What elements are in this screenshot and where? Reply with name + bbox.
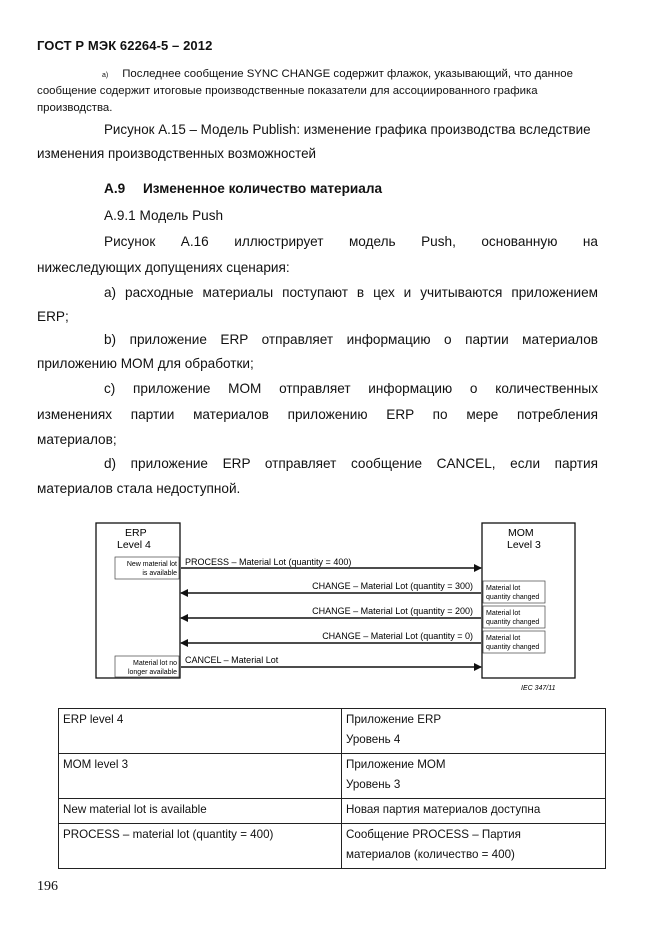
table-cell-ru-line2: материалов (количество = 400) bbox=[346, 848, 515, 861]
table-cell-ru bbox=[342, 824, 606, 869]
subsection-heading: A.9.1 Модель Push bbox=[104, 208, 224, 223]
erp-title-line1: ERP bbox=[125, 527, 147, 539]
msg-change-1-label: CHANGE – Material Lot (quantity = 300) bbox=[312, 581, 473, 591]
list-item-b-line1: b) приложение ERP отправляет информацию о партии материалов bbox=[104, 332, 598, 347]
mom-note-3-line2: quantity changed bbox=[486, 644, 540, 651]
section-heading bbox=[104, 181, 382, 196]
table-cell-ru-line1: Приложение МОМ bbox=[346, 758, 446, 771]
msg-change-2-label: CHANGE – Material Lot (quantity = 200) bbox=[312, 606, 473, 616]
mom-title-line2: Level 3 bbox=[507, 539, 541, 551]
footnote-marker: a) bbox=[102, 72, 109, 79]
list-item-c-line1: с) приложение МОМ отправляет информацию о количественных bbox=[104, 381, 598, 396]
mom-note-3-line1: Material lot bbox=[486, 635, 521, 642]
list-item-c-line3: материалов; bbox=[37, 432, 117, 447]
section-number: A.9 bbox=[104, 181, 126, 196]
table-cell-en: New material lot is available bbox=[59, 799, 342, 824]
erp-note-new-lot-line2: is available bbox=[142, 570, 177, 577]
list-item-a-line2: ERP; bbox=[37, 309, 69, 324]
table-cell-ru-line1: Приложение ERP bbox=[346, 713, 442, 726]
msg-cancel-label: CANCEL – Material Lot bbox=[185, 655, 279, 665]
erp-note-lot-unavailable-line2: longer available bbox=[127, 669, 177, 676]
erp-title-line2: Level 4 bbox=[117, 539, 151, 551]
msg-process-label: PROCESS – Material Lot (quantity = 400) bbox=[185, 557, 352, 567]
erp-note-lot-unavailable-line1: Material lot no bbox=[133, 660, 177, 667]
section-title: Измененное количество материала bbox=[143, 181, 383, 196]
table-cell-ru-line1: Сообщение PROCESS – Партия bbox=[346, 828, 521, 841]
intro-line2: нижеследующих допущениях сценария: bbox=[37, 260, 290, 275]
list-item-d-line1: d) приложение ERP отправляет сообщение CANCEL, если партия bbox=[104, 456, 598, 471]
intro-line1: Рисунок A.16 иллюстрирует модель Push, основанную на bbox=[104, 234, 598, 249]
footnote-text: Последнее сообщение SYNC CHANGE содержит флажок, указывающий, что данное сообщение содержит итоговые производственные показатели для ассоциированного графика производства. bbox=[37, 68, 573, 114]
table-row bbox=[59, 754, 606, 799]
table-row bbox=[59, 824, 606, 869]
table-cell-ru: Новая партия материалов доступна bbox=[342, 799, 606, 824]
mom-note-1-line1: Material lot bbox=[486, 585, 521, 592]
table-row bbox=[59, 799, 606, 824]
table-cell-ru-line2: Уровень 3 bbox=[346, 778, 401, 791]
figure-a15-caption-line2: изменения производственных возможностей bbox=[37, 146, 317, 161]
msg-change-3-label: CHANGE – Material Lot (quantity = 0) bbox=[322, 631, 473, 641]
list-item-c-line2: изменениях партии материалов приложению ERP по мере потребления bbox=[37, 407, 598, 422]
page-number: 196 bbox=[37, 879, 58, 894]
mom-note-2-line2: quantity changed bbox=[486, 619, 540, 626]
mom-title-line1: MOM bbox=[508, 527, 534, 539]
table-cell-ru-line2: Уровень 4 bbox=[346, 733, 401, 746]
table-cell-en: MOM level 3 bbox=[59, 754, 342, 799]
list-item-d-line2: материалов стала недоступной. bbox=[37, 481, 241, 496]
document-header: ГОСТ Р МЭК 62264-5 – 2012 bbox=[37, 38, 213, 53]
table-row bbox=[59, 709, 606, 754]
list-item-b-line2: приложению МОМ для обработки; bbox=[37, 356, 254, 371]
list-item-a-line1: а) расходные материалы поступают в цех и учитываются приложением bbox=[104, 285, 598, 300]
translation-table bbox=[58, 708, 606, 869]
table-cell-ru bbox=[342, 754, 606, 799]
erp-note-new-lot-line1: New material lot bbox=[126, 561, 177, 568]
mom-note-1-line2: quantity changed bbox=[486, 594, 540, 601]
iec-reference: IEC 347/11 bbox=[521, 685, 556, 692]
table-cell-en: PROCESS – material lot (quantity = 400) bbox=[59, 824, 342, 869]
figure-a15-caption-line1: Рисунок А.15 – Модель Publish: изменение графика производства вследствие bbox=[104, 122, 591, 137]
sequence-diagram bbox=[95, 522, 585, 692]
table-cell-en: ERP level 4 bbox=[59, 709, 342, 754]
mom-note-2-line1: Material lot bbox=[486, 610, 521, 617]
footnote bbox=[37, 66, 599, 117]
table-cell-ru bbox=[342, 709, 606, 754]
